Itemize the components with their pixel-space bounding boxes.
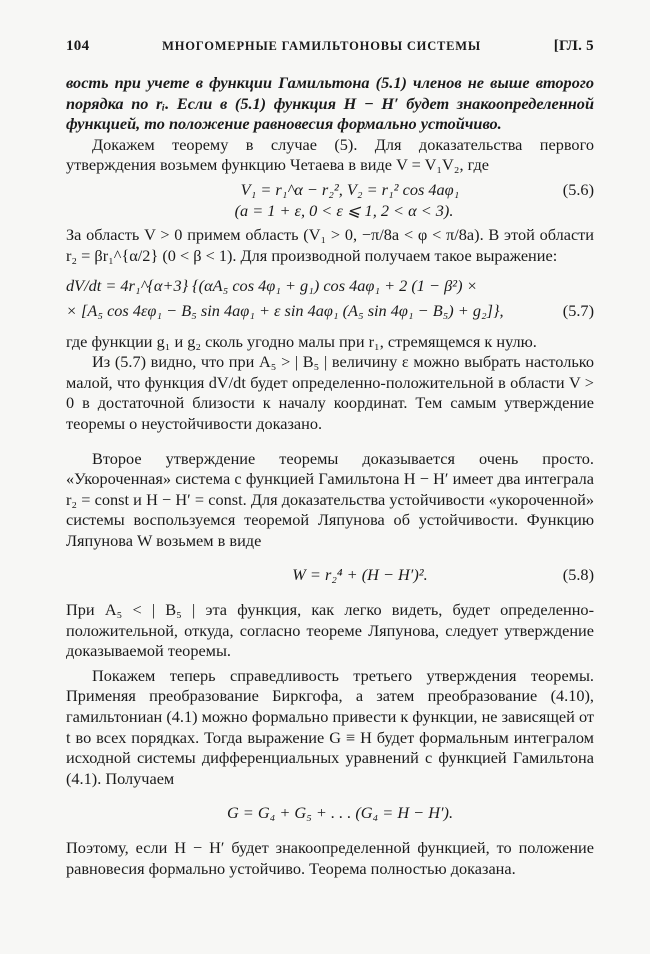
instability-paragraph: Из (5.7) видно, что при A₅ > | B₅ | величину ε можно выбрать настолько малой, что функция dV/dt будет определенно-положительной в области V > 0 в достаточной близости к началу координат. Тем самым утверждение теоремы о неустойчивости доказано.: [66, 352, 594, 433]
equation-5-7-line-1: dV/dt = 4r₁^{α+3} {(αA₅ cos 4φ₁ + g₁) cos 4aφ₁ + 2 (1 − β²) ×: [66, 276, 478, 296]
equation-number-5-7: (5.7): [562, 300, 594, 320]
region-paragraph: За область V > 0 примем область (V₁ > 0, −π/8a < φ < π/8a). В этой области r₂ = βr₁^{α/2} (0 < β < 1). Для производной получаем такое выражение:: [66, 225, 594, 265]
running-header: [66, 38, 594, 55]
conclusion-paragraph: Поэтому, если H − H′ будет знакоопределенной функцией, то положение равновесия формально устойчиво. Теорема полностью доказана.: [66, 838, 594, 878]
equation-5-6-line-1: V₁ = r₁^α − r₂², V₂ = r₁² cos 4aφ₁ (5.6): [240, 179, 594, 199]
equation-5-8: W = r₂⁴ + (H − H′)². (5.8): [292, 565, 594, 585]
proof-start-paragraph: Докажем теорему в случае (5). Для доказательства первого утверждения возьмем функцию Четаева в виде V = V₁V₂, где: [66, 134, 594, 175]
equation-number-5-6: (5.6): [562, 179, 594, 199]
chapter-label: [ГЛ. 5: [553, 38, 594, 54]
second-statement-paragraph: Второе утверждение теоремы доказывается очень просто. «Укороченная» система с функцией Гамильтона H − H′ имеет два интеграла r₂ = const и H − H′ = const. Для доказательства устойчивости «укороченной» системы воспользуемся теоремой Ляпунова об устойчивости. Функцию Ляпунова W возьмем в виде: [66, 448, 594, 550]
equation-5-7-line-2: × [A₅ cos 4εφ₁ − B₅ sin 4aφ₁ + ε sin 4aφ₁ (A₅ sin 4φ₁ − B₅) + g₂]}, (5.7): [66, 300, 594, 320]
lyapunov-paragraph: При A₅ < | B₅ | эта функция, как легко видеть, будет определенно-положительной, откуда, согласно теореме Ляпунова, следует утверждение доказываемой теоремы.: [66, 600, 594, 661]
page-number: 104: [66, 38, 90, 54]
book-page: [66, 38, 594, 879]
third-statement-paragraph: Покажем теперь справедливость третьего утверждения теоремы. Применяя преобразование Биркгофа, а затем преобразование (4.10), гамильтониан (4.1) можно формально привести к функции, не зависящей от t во всех порядках. Тогда выражение G ≡ H будет формальным интегралом исходной системы дифференциальных уравнений с функцией Гамильтона (4.1). Получаем: [66, 665, 594, 788]
theorem-continuation: вость при учете в функции Гамильтона (5.1) членов не выше второго порядка по rᵢ. Если в (5.1) функция H − H′ будет знакоопределенной функцией, то положение равновесия формально устойчиво.: [66, 73, 594, 134]
equation-number-5-8: (5.8): [562, 565, 594, 585]
functions-g-paragraph: где функции g₁ и g₂ сколь угодно малы при r₁, стремящемся к нулю.: [66, 331, 537, 351]
equation-g-series: G = G₄ + G₅ + . . . (G₄ = H − H′).: [226, 803, 454, 823]
running-title: МНОГОМЕРНЫЕ ГАМИЛЬТОНОВЫ СИСТЕМЫ: [162, 39, 481, 53]
equation-5-6-line-2: (a = 1 + ε, 0 < ε ⩽ 1, 2 < α < 3).: [234, 200, 454, 220]
